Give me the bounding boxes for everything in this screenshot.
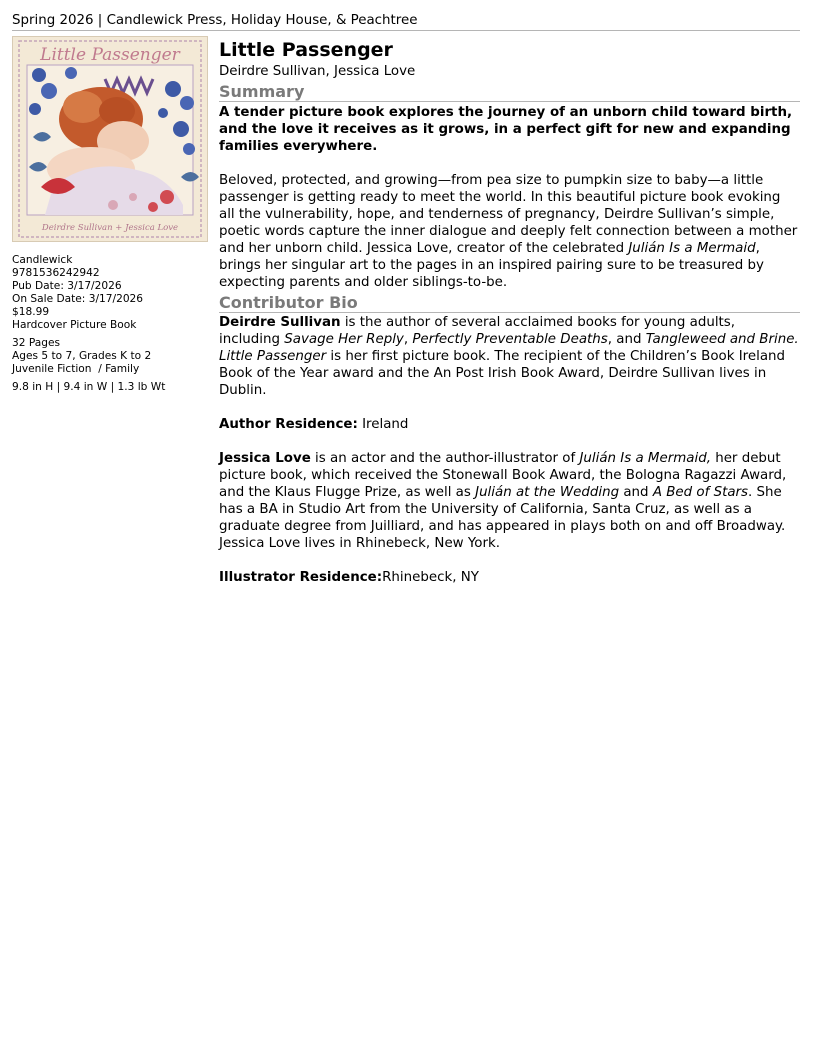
pub-date: Pub Date: 3/17/2026 bbox=[12, 280, 122, 292]
dimensions: 9.8 in H | 9.4 in W | 1.3 lb Wt bbox=[12, 381, 166, 393]
summary-heading: Summary bbox=[219, 83, 800, 102]
cover-illustration bbox=[13, 37, 207, 241]
book-cover-image bbox=[12, 36, 208, 242]
svg-text:Little Passenger: Little Passenger bbox=[40, 45, 180, 65]
illustrator-bio: Jessica Love is an actor and the author-illustrator of Julián Is a Mermaid, her debut picture book, which received the Stonewall Book Award, the Bologna Ragazzi Award, and the Klaus Flugge Prize, as well as Julián at the Wedding and A Bed of Stars. She has a BA in Studio Art from the University of California, Santa Cruz, as well as a graduate degree from Juilliard, and has appeared in plays both on and off Broadway. Jessica Love lives in Rhinebeck, New York. bbox=[219, 451, 787, 551]
publisher: Candlewick bbox=[12, 254, 73, 266]
author-residence: Author Residence: Ireland bbox=[219, 417, 409, 432]
isbn: 9781536242942 bbox=[12, 267, 100, 279]
catalog-header: Spring 2026 | Candlewick Press, Holiday House, & Peachtree bbox=[12, 13, 800, 31]
page-count: 32 Pages bbox=[12, 337, 61, 349]
book-detail bbox=[219, 38, 800, 586]
illustrator-residence: Illustrator Residence:Rhinebeck, NY bbox=[219, 570, 479, 585]
contributor-bio-heading: Contributor Bio bbox=[219, 294, 800, 313]
book-metadata bbox=[12, 254, 208, 394]
book-title: Little Passenger bbox=[219, 39, 393, 61]
format: Hardcover Picture Book bbox=[12, 319, 137, 331]
on-sale-date: On Sale Date: 3/17/2026 bbox=[12, 293, 144, 305]
svg-text:Deirdre Sullivan + Jessica Lov: Deirdre Sullivan + Jessica Love bbox=[41, 223, 179, 233]
price: $18.99 bbox=[12, 306, 50, 318]
summary-body: Beloved, protected, and growing—from pea size to pumpkin size to baby—a little passenger is getting ready to meet the world. In this beautiful picture book evoking all the vulnerability, hope, and tenderness of pregnancy, Deirdre Sullivan’s simple, poetic words capture the inner dialogue and deeply felt connection between a mother and her unborn child. Jessica Love, creator of the celebrated Julián Is a Mermaid, brings her singular art to the pages in an inspired pairing sure to be treasured by expecting parents and older siblings-to-be. bbox=[219, 173, 798, 290]
age-range: Ages 5 to 7, Grades K to 2 bbox=[12, 350, 152, 362]
author-bio: Deirdre Sullivan is the author of several acclaimed books for young adults, including Savage Her Reply, Perfectly Preventable Deaths, and Tangleweed and Brine. Little Passenger is her first picture book. The recipient of the Children’s Book Ireland Book of the Year award and the An Post Irish Book Award, Deirdre Sullivan lives in Dublin. bbox=[219, 315, 799, 398]
category: Juvenile Fiction / Family bbox=[12, 363, 140, 375]
summary-lead: A tender picture book explores the journey of an unborn child toward birth, and the love it receives as it grows, in a perfect gift for new and expanding families everywhere. bbox=[219, 105, 793, 154]
book-authors: Deirdre Sullivan, Jessica Love bbox=[219, 64, 416, 79]
